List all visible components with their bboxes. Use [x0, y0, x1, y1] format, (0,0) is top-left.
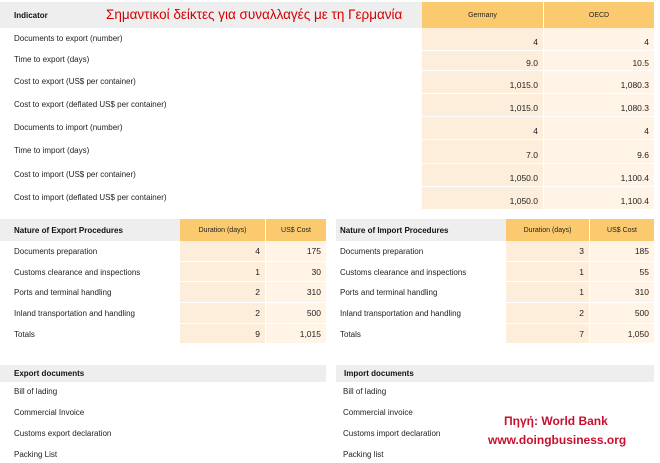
- export-cost-header: [266, 219, 326, 241]
- procedure-cost-text: 500: [634, 308, 649, 318]
- oecd-value: [544, 51, 654, 70]
- procedure-label: Inland transportation and handling: [14, 309, 135, 318]
- procedure-cost-text: 185: [634, 246, 649, 256]
- procedure-duration: [506, 262, 589, 281]
- procedure-duration-text: 4: [255, 246, 260, 256]
- procedure-duration: [180, 241, 265, 261]
- procedure-label: Totals: [14, 329, 35, 339]
- oecd-header: [544, 2, 654, 28]
- oecd-value-text: 1,100.4: [620, 173, 649, 183]
- oecd-value-text: 4: [644, 37, 649, 47]
- procedure-duration: [506, 241, 589, 261]
- procedure-duration: [506, 324, 589, 343]
- oecd-value-text: 9.6: [637, 149, 649, 160]
- oecd-value: [544, 164, 654, 186]
- procedure-cost: [590, 262, 654, 281]
- procedure-cost-text: 310: [634, 287, 649, 297]
- export-duration-label: Duration (days): [198, 226, 247, 234]
- germany-value-text: 1,015.0: [509, 103, 538, 113]
- indicator-label: Documents to import (number): [14, 123, 123, 132]
- oecd-header-label: OECD: [588, 11, 610, 19]
- export-procedures-header: Nature of Export Procedures: [14, 225, 123, 235]
- export-cost-label: US$ Cost: [281, 226, 311, 234]
- source-line-1: Πηγή: World Bank: [504, 414, 608, 428]
- germany-value: [422, 71, 543, 93]
- procedure-label: Totals: [340, 329, 361, 339]
- procedure-cost-text: 175: [306, 246, 321, 256]
- germany-value: [422, 140, 543, 163]
- germany-value-text: 1,050.0: [509, 196, 538, 206]
- oecd-value-text: 4: [644, 126, 649, 136]
- procedure-label: Documents preparation: [340, 247, 424, 256]
- indicator-label: Cost to import (US$ per container): [14, 170, 136, 179]
- document-item: Customs import declaration: [343, 429, 441, 438]
- document-item: Customs export declaration: [14, 429, 112, 438]
- germany-value: [422, 187, 543, 209]
- procedure-cost: [266, 241, 326, 261]
- procedure-duration-text: 3: [579, 246, 584, 256]
- document-item: Commercial invoice: [343, 408, 413, 417]
- procedure-label: Customs clearance and inspections: [340, 267, 467, 277]
- document-item: Bill of lading: [343, 387, 387, 396]
- procedure-duration-text: 7: [579, 328, 584, 339]
- oecd-value-text: 1,080.3: [620, 103, 649, 113]
- procedure-duration-text: 9: [255, 328, 260, 339]
- procedure-duration: [180, 262, 265, 281]
- document-item: Packing List: [14, 450, 58, 459]
- procedure-cost: [266, 324, 326, 343]
- export-documents-header: Export documents: [14, 369, 85, 378]
- procedure-duration: [506, 303, 589, 323]
- procedure-cost: [590, 241, 654, 261]
- germany-value-text: 4: [533, 126, 538, 136]
- indicator-label: Documents to export (number): [14, 34, 123, 43]
- source-line-2: www.doingbusiness.org: [488, 433, 627, 447]
- procedure-label: Documents preparation: [14, 247, 98, 256]
- import-documents-header: Import documents: [344, 369, 414, 378]
- procedure-cost-text: 1,015: [299, 328, 321, 339]
- procedure-label: Inland transportation and handling: [340, 309, 461, 318]
- oecd-value-text: 1,080.3: [620, 80, 649, 90]
- germany-value-text: 9.0: [526, 57, 538, 68]
- import-duration-header: [506, 219, 589, 241]
- germany-value: [422, 94, 543, 116]
- procedure-duration-text: 2: [579, 308, 584, 318]
- export-documents-header-bar: [0, 365, 326, 382]
- procedure-cost: [590, 324, 654, 343]
- procedure-duration-text: 2: [255, 287, 260, 297]
- indicator-header: Indicator: [14, 10, 48, 20]
- germany-value: [422, 51, 543, 70]
- procedure-duration: [506, 282, 589, 302]
- procedure-cost-text: 55: [639, 266, 649, 277]
- procedure-label: Ports and terminal handling: [14, 288, 112, 297]
- procedure-cost: [266, 262, 326, 281]
- germany-header-label: Germany: [468, 11, 497, 19]
- document-item: Packing list: [343, 450, 384, 459]
- import-cost-label: US$ Cost: [607, 226, 637, 234]
- procedure-cost: [590, 303, 654, 323]
- procedure-duration: [180, 303, 265, 323]
- import-procedures-header: Nature of Import Procedures: [340, 225, 449, 235]
- oecd-value: [544, 94, 654, 116]
- germany-value-text: 1,015.0: [509, 80, 538, 90]
- indicator-label: Cost to import (deflated US$ per container): [14, 193, 167, 202]
- oecd-value: [544, 28, 654, 50]
- procedure-duration-text: 1: [579, 287, 584, 297]
- oecd-value-text: 1,100.4: [620, 196, 649, 206]
- procedure-cost-text: 30: [311, 266, 321, 277]
- germany-value-text: 1,050.0: [509, 173, 538, 183]
- export-procedures-header-bar: [0, 219, 180, 241]
- procedure-cost: [266, 303, 326, 323]
- document-item: Bill of lading: [14, 387, 58, 396]
- procedure-duration-text: 1: [579, 266, 584, 277]
- oecd-value: [544, 140, 654, 163]
- oecd-value-text: 10.5: [632, 57, 649, 68]
- indicator-label: Time to import (days): [14, 146, 90, 155]
- germany-value-text: 7.0: [526, 149, 538, 160]
- procedure-duration: [180, 282, 265, 302]
- indicator-label: Time to export (days): [14, 55, 90, 64]
- import-procedures-header-bar: [336, 219, 506, 241]
- oecd-value: [544, 117, 654, 139]
- export-duration-header: [180, 219, 265, 241]
- page-title: Σημαντικοί δείκτες για συναλλαγές με τη Γερμανία: [106, 7, 403, 22]
- document-item: Commercial Invoice: [14, 408, 85, 417]
- procedure-cost: [266, 282, 326, 302]
- procedure-cost-text: 500: [306, 308, 321, 318]
- procedure-label: Ports and terminal handling: [340, 288, 438, 297]
- germany-header: [422, 2, 543, 28]
- procedure-duration: [180, 324, 265, 343]
- procedure-duration-text: 2: [255, 308, 260, 318]
- germany-value: [422, 164, 543, 186]
- germany-value-text: 4: [533, 37, 538, 47]
- import-cost-header: [590, 219, 654, 241]
- oecd-value: [544, 71, 654, 93]
- import-duration-label: Duration (days): [523, 226, 572, 234]
- procedure-cost-text: 1,050: [627, 328, 649, 339]
- germany-value: [422, 117, 543, 139]
- germany-value: [422, 28, 543, 50]
- indicator-label: Cost to export (deflated US$ per container): [14, 100, 167, 109]
- oecd-value: [544, 187, 654, 209]
- procedure-cost: [590, 282, 654, 302]
- procedure-cost-text: 310: [306, 287, 321, 297]
- indicator-label: Cost to export (US$ per container): [14, 77, 136, 86]
- procedure-label: Customs clearance and inspections: [14, 267, 141, 277]
- procedure-duration-text: 1: [255, 266, 260, 277]
- import-documents-header-bar: [336, 365, 654, 382]
